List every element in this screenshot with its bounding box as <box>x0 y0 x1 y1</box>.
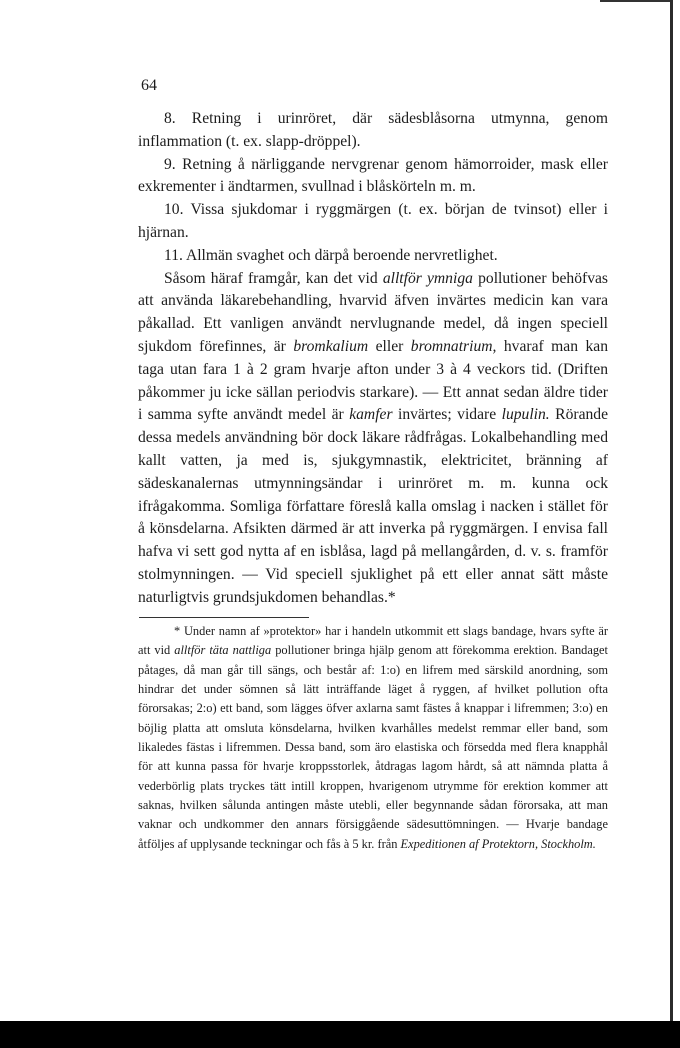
footnote-divider <box>139 617 309 618</box>
list-item-11: 11. Allmän svaghet och därpå beroende nervretlighet. <box>164 246 498 264</box>
paragraph-text: hvaraf man kan taga utan fara 1 à 2 gram hvarje afton under 3 à 4 veckors tid. (Driften påkommer ju icke sällan periodvis starkare). — Ett annat sedan äldre tider i samma syfte användt medel är <box>138 337 609 424</box>
emphasis-text: bromnatrium, <box>410 337 497 355</box>
list-item-9: 9. Retning å närliggande nervgrenar genom hämorroider, mask eller exkrementer i ändtarmen, svullnad i blåskörteln m. m. <box>138 155 608 196</box>
paragraph-text: eller <box>368 337 411 355</box>
footnote <box>138 622 608 854</box>
paragraph-text: pollutioner behöfvas att använda läkarebehandling, hvarvid äfven invärtes medicin kan vara påkallad. Ett vanligen användt nervlugnande medel, då ingen speciell sjukdom förefinnes, är <box>138 269 609 355</box>
scan-edge-top <box>600 0 672 2</box>
footnote-text: pollutioner bringa hjälp genom att förekomma erektion. Bandaget påtages, då man går till sängs, och består af: 1:o) en lifrem med särskild anordning, som hindrar det under sömnen så lätt inträffande läget å ryggen, af hvilket pollution ofta förorsakas; 2:o) ett band, som lägges öfver axlarna samt fästes å knappar i lifremmen; 3:o) en böjlig platta att omsluta könsdelarna, hvilken kvarhålles medelst remmar eller band, som likaledes fästas i lifremmen. Dessa band, som äro elastiska och försedda med flera knapphål för att kunna passa för hvarje kroppsstorlek, åtdragas lagom hårdt, så att nämnda platta å vederbörlig plats tryckes tätt intill kroppen, hvarigenom utrymme för erektion kommer att saknas, hvilken sålunda antingen måste utebli, eller begynnande sådan förorsaka, att man vaknar och undkommer den annars försiggående sädesuttömningen. — Hvarje bandage åtföljes af upplysande teckningar och fås à 5 kr. från <box>138 643 608 851</box>
scan-edge-bottom <box>0 1021 680 1048</box>
emphasis-text: alltför ymniga <box>382 269 473 287</box>
emphasis-text: Expeditionen af Protektorn, Stockholm. <box>400 836 596 851</box>
list-item-10: 10. Vissa sjukdomar i ryggmärgen (t. ex. början de tvinsot) eller i hjärnan. <box>138 201 608 241</box>
emphasis-text: bromkalium <box>293 337 369 355</box>
main-text <box>138 108 608 610</box>
list-item-8: 8. Retning i urinröret, där sädesblåsorna utmynna, genom inflammation (t. ex. slapp-dröppel). <box>138 110 608 150</box>
emphasis-text: lupulin. <box>501 406 550 424</box>
paragraph-text: invärtes; vidare <box>392 406 502 424</box>
paragraph-text: Rörande dessa medels användning bör dock läkare rådfrågas. Lokalbehandling med kallt vatten, ja med is, sjukgymnastik, elektricitet, bränning af sädeskanalernas utmynningsändar i urinröret m. m. kunna ock ifrågakomma. Somliga författare föreslå kalla omslag i nacken i stället för å könsdelarna. Afsikten därmed är att inverka på ryggmärgen. I envisa fall hafva vi sett god nytta af en isblåsa, lagd på mellangården, d. v. s. framför stolmynningen. — Vid speciell sjuklighet på ett eller annat sätt måste naturligtvis grundsjukdomen behandlas.* <box>138 406 608 606</box>
scan-edge-right <box>670 0 673 1048</box>
footnote-paragraph <box>138 622 608 854</box>
page-number: 64 <box>141 77 157 94</box>
emphasis-text: alltför täta nattliga <box>174 643 272 658</box>
footnote-text: * Under namn af »protektor» har i handeln utkommit ett slags bandage, hvars syfte är att vid <box>138 624 608 658</box>
treatment-paragraph <box>138 268 608 610</box>
paragraph-text: Såsom häraf framgår, kan det vid <box>164 269 383 287</box>
emphasis-text: kamfer <box>349 406 393 424</box>
